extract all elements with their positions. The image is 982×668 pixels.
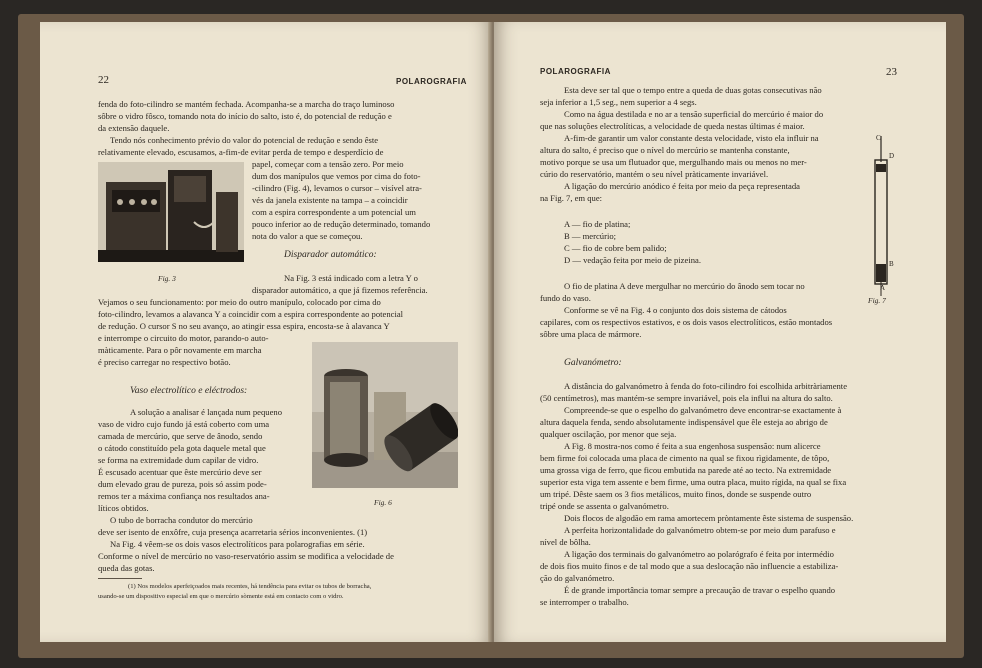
text-line: fundo do vaso. (540, 293, 591, 303)
text-line: sôbre o vidro fôsco, tomando nota do início do salto, isto é, do potencial de redução e (98, 111, 392, 121)
text-line: Como na água destilada e no ar a tensão superficial do mercúrio é maior do (564, 109, 824, 119)
text-line: seja inferior a 1,5 seg., nem superior a 4 segs. (540, 97, 697, 107)
text-line: A perfeita horizontalidade do galvanómetro obtem-se por meio dum parafuso e (564, 525, 836, 535)
text-line: A ligação do mercúrio anódico é feita por meio da peça representada (564, 181, 800, 191)
text-line: Esta deve ser tal que o tempo entre a queda de duas gotas consecutivas não (564, 85, 822, 95)
polarograph-photo-graphic (98, 162, 244, 262)
text-line: altura do salto, é preciso que o nível do mercúrio se mantenha constante, (540, 145, 790, 155)
text-line: altura daquela fenda, sendo absolutamente indispensável que êle esteja ao abrigo de (540, 417, 828, 427)
running-head: POLAROGRAFIA (396, 77, 467, 86)
text-line: qualquer oscilação, por menor que seja. (540, 429, 677, 439)
text-line: màticamente. Para o pôr novamente em marcha (98, 345, 262, 355)
text-line: ção do galvanómetro. (540, 573, 615, 583)
fig7-label: B (889, 260, 894, 268)
text-line: A Fig. 8 mostra-nos como é feita a sua engenhosa suspensão: num alicerce (564, 441, 821, 451)
figure-6-caption: Fig. 6 (374, 498, 392, 507)
text-line: queda das gotas. (98, 563, 155, 573)
text-line: líticos obtidos. (98, 503, 149, 513)
text-line: que nas soluções electrolíticas, a velocidade de queda nestas últimas é maior. (540, 121, 805, 131)
text-line: é preciso carregar no respectivo botão. (98, 357, 231, 367)
text-line: e interrompe o circuito do motor, parando-o auto- (98, 333, 269, 343)
text-line: bem firme foi colocada uma placa de cimento na qual se fixou rìgidamente, de tôpo, (540, 453, 830, 463)
fig7-label: A (880, 284, 886, 292)
legend-item: C — fio de cobre bem palido; (564, 243, 667, 253)
text-line: O tubo de borracha condutor do mercúrio (110, 515, 253, 525)
footnote-line: usando-se um dispositivo especial em que o mercúrio sòmente está em contacto com o vidro. (98, 593, 344, 600)
section-heading: Galvanómetro: (564, 358, 622, 368)
text-line: A solução a analisar é lançada num pequeno (130, 407, 283, 417)
text-line: É de grande importância tomar sempre a precaução de travar o espelho quando (564, 585, 836, 595)
text-line: remos ter a máxima confiança nos resultados ana- (98, 491, 270, 501)
running-head: POLAROGRAFIA (540, 67, 611, 76)
text-line: É escusado acentuar que êste mercúrio deve ser (98, 467, 262, 477)
text-line: uma grossa viga de ferro, que ficou embutida na parede até ao tecto. Na extremidade (540, 465, 832, 475)
page-number: 23 (886, 66, 897, 78)
electrolytic-vessels-graphic (312, 342, 458, 488)
footnote-line: (1) Nos modelos aperfeiçoados mais recentes, há tendência para evitar os tubos de borracha, (128, 583, 372, 590)
text-line: relativamente elevado, escusamos, a-fim-de evitar perda de tempo e desperdício de (98, 147, 384, 157)
legend-item: D — vedação feita por meio de pizeina. (564, 255, 701, 265)
text-line: Na Fig. 4 vêem-se os dois vasos electrolíticos para polarografias em série. (110, 539, 365, 549)
text-line: A distância do galvanómetro à fenda do foto-cilindro foi escolhida arbitràriamente (564, 381, 848, 391)
text-line: o cátodo constituído pela gota daquele metal que (98, 443, 266, 453)
text-line: cúrio do reservatório, mantém o seu nível pràticamente invariável. (540, 169, 769, 179)
figure-6-photo (312, 342, 458, 488)
figure-3-caption: Fig. 3 (158, 274, 176, 283)
text-line: Dois flocos de algodão em rama amortecem pròntamente êste sistema de suspensão. (564, 513, 854, 523)
text-line: (50 centímetros), mas mantém-se sempre invariável, pois ela influi na altura do salto. (540, 393, 833, 403)
text-line: disparador automático, a que já fizemos referência. (252, 285, 428, 295)
left-page (40, 22, 492, 642)
figure-7-caption: Fig. 7 (868, 296, 886, 305)
text-line: se forma na extremidade dum capilar de vidro. (98, 455, 259, 465)
text-line: camada de mercúrio, que serve de ânodo, sendo (98, 431, 263, 441)
text-line: vaso de vidro cujo fundo já está coberto com uma (98, 419, 270, 429)
text-line: tripé onde se assenta o galvanómetro. (540, 501, 669, 511)
text-line: dum dos manípulos que vemos por cima do foto- (252, 171, 421, 181)
text-line: de redução. O cursor S no seu avanço, ao atingir essa espira, encosta-se à alavanca Y (98, 321, 390, 331)
section-heading: Vaso electrolítico e eléctrodos: (130, 386, 248, 396)
fig7-label: D (889, 152, 895, 160)
text-line: Na Fig. 3 está indicado com a letra Y o (284, 273, 418, 283)
text-line: O fio de platina A deve mergulhar no mercúrio do ânodo sem tocar no (564, 281, 805, 291)
text-line: fenda do foto-cilindro se mantém fechada. Acompanha-se a marcha do traço luminoso (98, 99, 395, 109)
legend-item: A — fio de platina; (564, 219, 631, 229)
text-line: de dois fios muito finos e de tal modo que a sua deslocação não influencie a estabiliza- (540, 561, 839, 571)
legend-item: B — mercúrio; (564, 231, 617, 241)
text-line: papel, começar com a tensão zero. Por meio (252, 159, 404, 169)
text-line: superior esta viga tem assente e bem firme, uma outra placa, muito rígida, na qual se fixa (540, 477, 847, 487)
text-line: deve ser isento de enxôfre, cuja presença acarretaria sérios inconvenientes. (1) (98, 527, 368, 537)
text-line: Vejamos o seu funcionamento: por meio do outro manípulo, colocado por cima do (98, 297, 381, 307)
text-line: pouco inferior ao de redução determinado, tomando (252, 219, 431, 229)
text-line: Conforme o nível de mercúrio no vaso-reservatório assim se modifica a velocidade de (98, 551, 394, 561)
text-line: se interromper o trabalho. (540, 597, 629, 607)
text-line: capilares, com os respectivos estativos, e os dois vasos electrolíticos, estão montados (540, 317, 833, 327)
text-line: Compreende-se que o espelho do galvanómetro deve encontrar-se exactamente à (564, 405, 842, 415)
page-number: 22 (98, 74, 109, 86)
section-heading: Disparador automático: (284, 250, 377, 260)
text-line: -cilindro (Fig. 4), levamos o cursor – visível atra- (252, 183, 422, 193)
text-line: da extensão daquele. (98, 123, 170, 133)
text-line: motivo porque se usa um flutuador que, mergulhando mais ou menos no mer- (540, 157, 807, 167)
text-line: nível de bôlha. (540, 537, 591, 547)
footnote-rule (98, 578, 142, 579)
text-line: nota do valor a que se começou. (252, 231, 363, 241)
figure-3-photo (98, 162, 244, 262)
text-line: vés da janela existente na tampa – a coincidir (252, 195, 408, 205)
text-line: um tripé. Dêste saem os 3 fios metálicos, muito finos, donde se suspende outro (540, 489, 812, 499)
text-line: Tendo nós conhecimento prévio do valor do potencial de redução e sendo êste (110, 135, 379, 145)
text-line: Conforme se vê na Fig. 4 o conjunto dos dois sistema de cátodos (564, 305, 787, 315)
text-line: na Fig. 7, em que: (540, 193, 603, 203)
right-page (494, 22, 946, 642)
text-line: com a espira correspondente a um potencial um (252, 207, 416, 217)
text-line: A-fim-de garantir um valor constante desta velocidade, visto ela influir na (564, 133, 819, 143)
text-line: foto-cilindro, levamos a alavanca Y a coincidir com a espira correspondente ao potencial (98, 309, 404, 319)
text-line: A ligação dos terminais do galvanómetro ao polarógrafo é feita por intermédio (564, 549, 834, 559)
text-line: dum elevado grau de pureza, pois só assim pode- (98, 479, 267, 489)
text-line: sôbre uma placa de mármore. (540, 329, 642, 339)
fig7-label: C (876, 134, 881, 142)
